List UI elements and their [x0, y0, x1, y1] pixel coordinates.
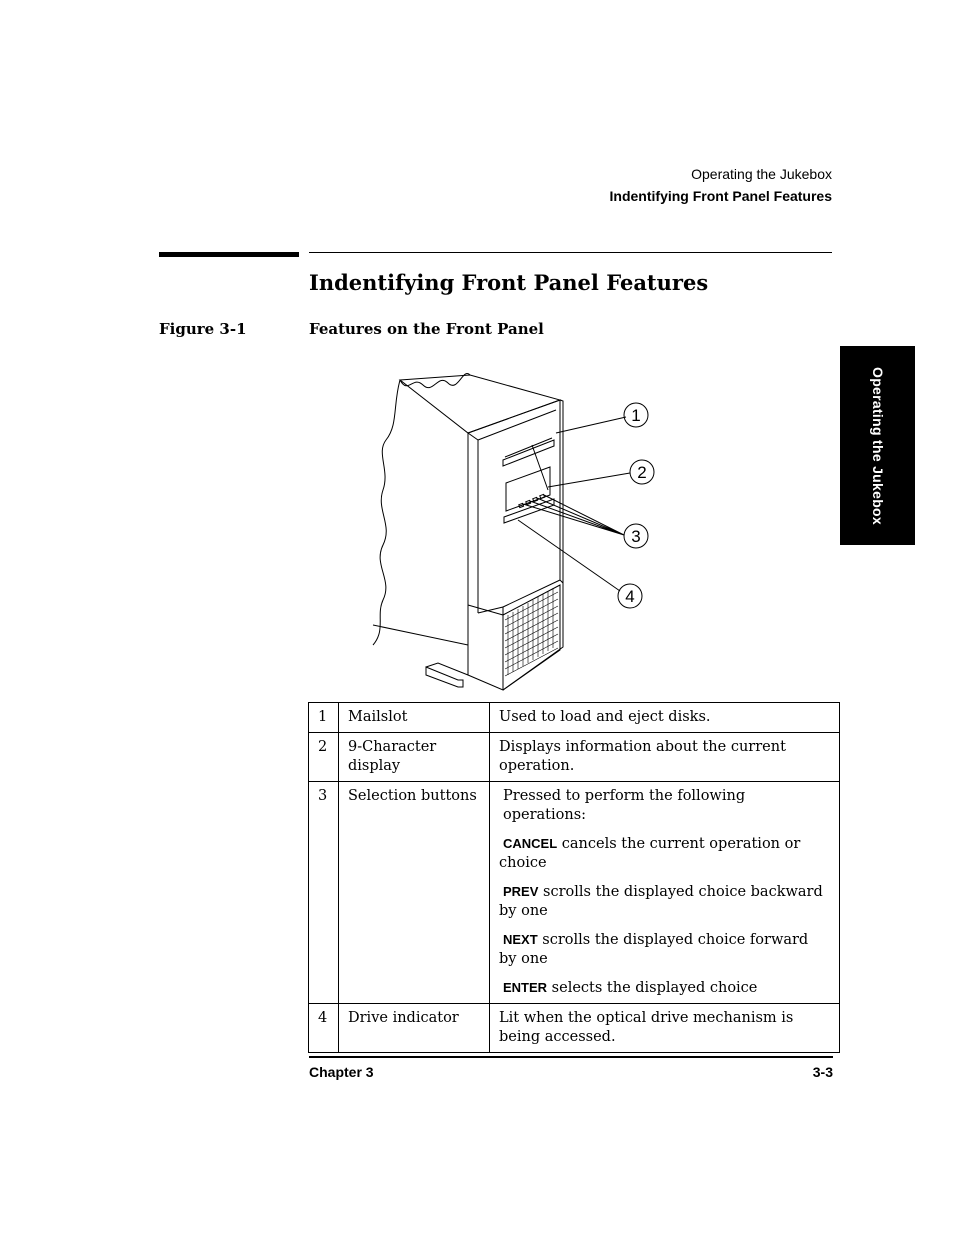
- section-rule-thin: [309, 252, 832, 253]
- running-head-section: Indentifying Front Panel Features: [609, 188, 832, 204]
- running-head-chapter: Operating the Jukebox: [691, 166, 832, 182]
- row-number: 1: [309, 703, 339, 733]
- operation-item: [499, 882, 830, 921]
- callout-1: 1: [631, 406, 641, 425]
- callout-2: 2: [637, 463, 647, 482]
- leader-line-1: [556, 417, 626, 433]
- feature-name: 9-Character display: [339, 733, 490, 782]
- feature-name: Mailslot: [339, 703, 490, 733]
- footer-page-number: 3-3: [812, 1064, 833, 1080]
- feature-description: [490, 782, 840, 1004]
- section-title: Indentifying Front Panel Features: [309, 270, 709, 295]
- feature-description: Displays information about the current operation.: [490, 733, 840, 782]
- operation-item: [499, 834, 830, 873]
- footer-chapter: Chapter 3: [309, 1064, 374, 1080]
- row-number: 3: [309, 782, 339, 1004]
- feature-description: Used to load and eject disks.: [490, 703, 840, 733]
- floor-foot: [426, 667, 463, 687]
- operation-text: cancels the current operation or choice: [499, 836, 801, 871]
- figure-number: Figure 3-1: [159, 320, 247, 338]
- table-row: [309, 703, 840, 733]
- row-number: 4: [309, 1004, 339, 1053]
- section-rule-thick: [159, 252, 299, 257]
- operation-item: [499, 930, 830, 969]
- feature-description: Lit when the optical drive mechanism is being accessed.: [490, 1004, 840, 1053]
- table-row: [309, 782, 840, 1004]
- callout-3: 3: [631, 527, 641, 546]
- feature-name: Selection buttons: [339, 782, 490, 1004]
- cabinet-top: [400, 375, 560, 433]
- operation-text: scrolls the displayed choice forward by one: [499, 932, 809, 967]
- callout-4: 4: [625, 587, 635, 606]
- table-row: [309, 1004, 840, 1053]
- jukebox-front-panel-illustration: [368, 345, 663, 695]
- mailslot: [503, 440, 554, 466]
- leader-line-4: [518, 520, 620, 591]
- key-name: ENTER: [503, 980, 548, 995]
- operations-intro: Pressed to perform the following operations:: [503, 788, 746, 823]
- chapter-side-tab: [840, 346, 915, 545]
- figure-caption: Features on the Front Panel: [309, 320, 544, 338]
- key-name: CANCEL: [503, 836, 558, 851]
- side-tab-label: Operating the Jukebox: [869, 366, 886, 525]
- operation-text: selects the displayed choice: [547, 980, 758, 996]
- footer-rule: [309, 1056, 833, 1058]
- leader-line-3: [523, 495, 624, 535]
- key-name: PREV: [503, 884, 539, 899]
- table-row: [309, 733, 840, 782]
- legend-table: [308, 702, 840, 1053]
- vent-grille: [505, 588, 558, 676]
- operation-item: [499, 978, 830, 998]
- operation-text: scrolls the displayed choice backward by one: [499, 884, 823, 919]
- selection-buttons: [519, 494, 545, 507]
- feature-name: Drive indicator: [339, 1004, 490, 1053]
- key-name: NEXT: [503, 932, 538, 947]
- row-number: 2: [309, 733, 339, 782]
- cutaway-edge: [373, 373, 470, 645]
